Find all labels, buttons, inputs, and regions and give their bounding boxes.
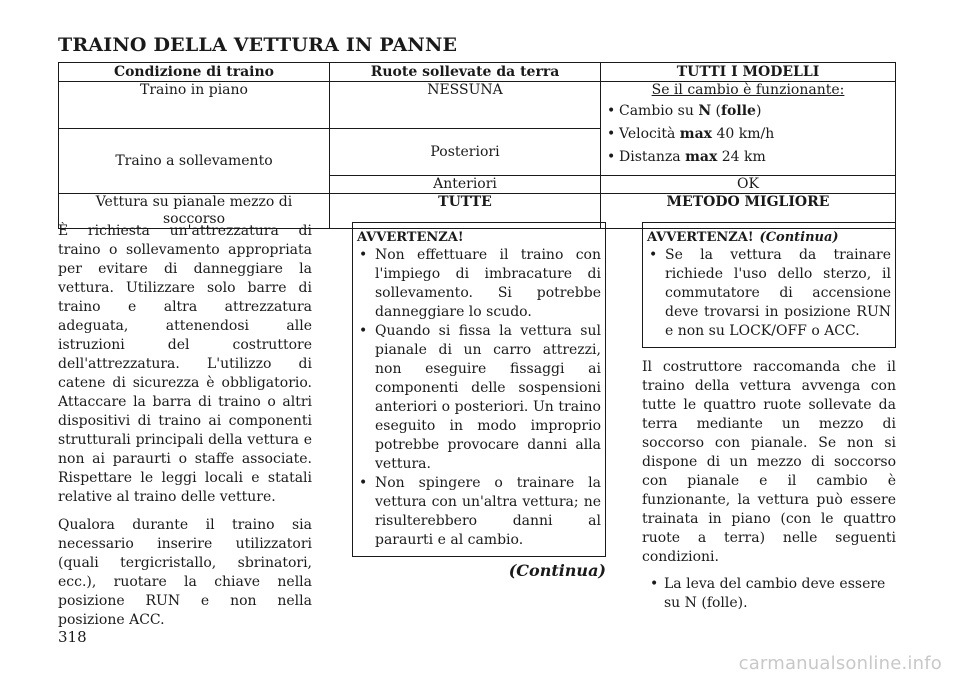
models-note-list [605, 103, 891, 166]
list-item: • Cambio su N (folle) [605, 103, 891, 120]
table-cell: OK [601, 176, 896, 194]
warning-item: • Quando si fissa la vettura sul pianale di un carro attrezzi, non eseguire fissaggi ai componenti delle sospensioni anteriori o posteriori. Un traino eseguito in modo improprio potrebbe provocare danni alla vettura. [357, 322, 601, 474]
text-column-right [642, 222, 896, 613]
warning-item: • Non effettuare il traino con l'impiego di imbracature di sollevamento. Si potrebbe danneggiare lo scudo. [357, 246, 601, 322]
table-cell: Vettura su pianale mezzo di soccorso [59, 194, 330, 229]
towing-table [58, 62, 896, 229]
conditions-list [642, 575, 896, 613]
table-cell: Traino in piano [59, 82, 330, 129]
list-item: • La leva del cambio deve essere su N (folle). [642, 575, 896, 613]
table-cell: TUTTE [330, 194, 601, 229]
table-header: Condizione di traino [59, 63, 330, 82]
table-row [59, 82, 896, 129]
warning-box [352, 222, 606, 557]
warning-box [642, 222, 896, 348]
table-header: Ruote sollevate da terra [330, 63, 601, 82]
page-title: TRAINO DELLA VETTURA IN PANNE [58, 34, 458, 56]
table-header-row [59, 63, 896, 82]
table-cell: METODO MIGLIORE [601, 194, 896, 229]
watermark: carmanualsonline.info [738, 653, 942, 674]
warning-title: AVVERTENZA! (Continua) [647, 230, 839, 245]
table-header: TUTTI I MODELLI [601, 63, 896, 82]
models-note-heading: Se il cambio è funzionante: [651, 82, 845, 98]
table-cell: Posteriori [330, 129, 601, 176]
table-cell: Anteriori [330, 176, 601, 194]
warning-list [357, 246, 601, 550]
list-item: • Distanza max 24 km [605, 149, 891, 166]
paragraph: Qualora durante il traino sia necessario inserire utilizzatori (quali tergicristallo, sbrinatori, ecc.), ruotare la chiave nella posizione RUN e non nella posizione ACC. [58, 517, 312, 628]
text-column-middle [352, 222, 606, 580]
page-number: 318 [58, 628, 87, 646]
warning-item: • Non spingere o trainare la vettura con un'altra vettura; ne risulterebbero danni al paraurti e al cambio. [357, 474, 601, 550]
table-cell: NESSUNA [330, 82, 601, 129]
warning-item: • Se la vettura da trainare richiede l'uso dello sterzo, il commutatore di accensione deve trovarsi in posizione RUN e non su LOCK/OFF o ACC. [647, 246, 891, 341]
models-note-cell [601, 82, 896, 176]
paragraph: Il costruttore raccomanda che il traino della vettura avvenga con tutte le quattro ruote sollevate da terra mediante un mezzo di soccorso con pianale. Se non si dispone di un mezzo di soccorso con pianale e il cambio è funzionante, la vettura può essere trainata in piano (con le quattro ruote a terra) nelle seguenti condizioni. [642, 359, 896, 565]
table-cell: Traino a sollevamento [59, 129, 330, 194]
warning-title: AVVERTENZA! [357, 230, 464, 245]
text-column-left [58, 222, 312, 639]
list-item: • Velocità max 40 km/h [605, 126, 891, 143]
paragraph: È richiesta un'attrezzatura di traino o sollevamento appropriata per evitare di danneggiare la vettura. Utilizzare solo barre di traino e altra attrezzatura adeguata, attenendosi alle istruzioni del costruttore dell'attrezzatura. L'utilizzo di catene di sicurezza è obbligatorio. Attaccare la barra di traino o altri dispositivi di traino ai componenti strutturali principali della vettura e non ai paraurti o staffe associate. Rispettare le leggi locali e statali relative al traino delle vetture. [58, 223, 312, 505]
warning-continued: (Continua) [759, 230, 839, 245]
warning-list [647, 246, 891, 341]
continued-label: (Continua) [508, 561, 606, 580]
